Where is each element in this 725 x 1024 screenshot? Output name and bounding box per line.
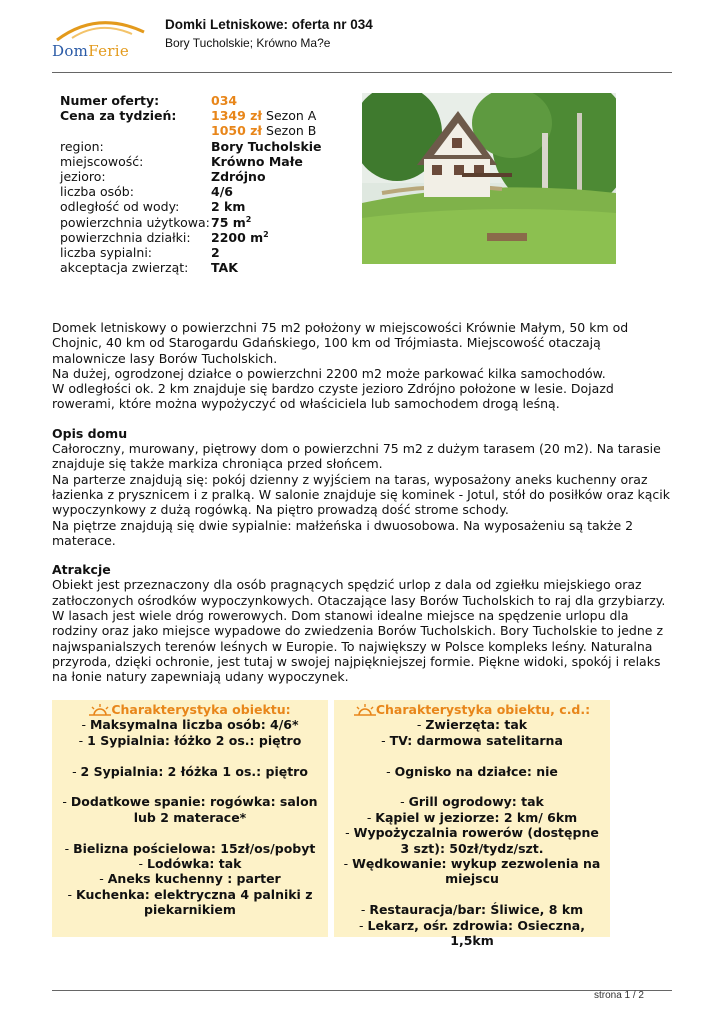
spec-row <box>60 245 322 260</box>
sun-icon <box>354 703 376 717</box>
feature-item: - Lodówka: tak <box>138 856 242 872</box>
spec-value: 2200 $m^2$ <box>211 229 269 245</box>
feature-item: - Ognisko na działce: nie <box>386 763 558 779</box>
feature-item: - Zwierzęta: tak <box>416 717 528 733</box>
spec-value: 75 $m^2$ <box>211 214 252 230</box>
feature-item: - TV: darmowa satelitarna <box>381 732 563 748</box>
price-season-a: 1349 zł <box>211 108 263 124</box>
spec-label: region: <box>60 138 104 154</box>
season-a-label: Sezon A <box>266 108 317 124</box>
feature-item: - Lekarz, ośr. zdrowia: Osieczna, 1,5km <box>359 917 585 949</box>
header <box>52 10 672 74</box>
domferie-logo[interactable] <box>52 14 152 70</box>
spec-value: Zdrójno <box>211 169 266 185</box>
feature-item: - Wędkowanie: wykup zezwolenia na miejscu <box>343 856 601 887</box>
paragraph: Na dużej, ogrodzonej działce o powierzchni 2200 m2 może parkować kilka samochodów. <box>52 365 606 381</box>
spec-row <box>60 169 322 184</box>
spec-label: jezioro: <box>60 169 106 185</box>
offer-specs <box>60 93 322 275</box>
price-row-a <box>60 108 322 123</box>
spec-label: akceptacja zwierząt: <box>60 260 189 276</box>
paragraph: Na parterze znajdują się: pokój dzienny z wyjściem na taras, wyposażony aneks kuchenny oraz łazienka z prysznicem i z pralką. W salonie znajduje się kominek - Jotul, stół do posiłków oraz kącik wypoczynkowy z dużą rogówką. Na piętro prowadzą dość strome schody. <box>52 471 671 518</box>
opis-heading: Opis domu <box>52 425 128 441</box>
page-subtitle: Bory Tucholskie; Krówno Ma?e <box>165 36 331 50</box>
logo-text: DomFerie <box>52 42 129 60</box>
feature-item: - Restauracja/bar: Śliwice, 8 km <box>360 902 584 918</box>
feature-item: - Kąpiel w jeziorze: 2 km/ 6km <box>366 809 578 825</box>
footer-divider <box>52 990 672 991</box>
spec-label: powierzchnia użytkowa: <box>60 214 210 230</box>
price-season-b: 1050 zł <box>211 123 263 139</box>
spec-label: odległość od wody: <box>60 199 180 215</box>
description <box>52 320 672 685</box>
feature-item: - Grill ogrodowy: tak <box>400 794 544 810</box>
spec-row <box>60 139 322 154</box>
house-photo <box>362 93 616 264</box>
roof-logo-icon <box>52 14 152 44</box>
panel-title: Charakterystyka obiektu: <box>52 702 328 717</box>
spec-value: 4/6 <box>211 184 233 200</box>
spec-value: Krówno Małe <box>211 153 303 169</box>
page-number: strona 1 / 2 <box>593 990 644 1001</box>
spec-value: 2 km <box>211 199 246 215</box>
spec-row <box>60 230 322 245</box>
sun-icon <box>89 703 111 717</box>
spec-row <box>60 184 322 199</box>
feature-item: - Maksymalna liczba osób: 4/6* <box>81 717 299 733</box>
atrakcje-text: Obiekt jest przeznaczony dla osób pragnących spędzić urlop z dala od zgiełku miejskiego oraz zatłoczonych ośrodków wypoczynkowych. Otaczające lasy Borów Tucholskich to raj dla grzybiarzy. W lasach jest wiele dróg rowerowych. Dom stanowi idealne miejsce na spędzenie urlopu dla rodziny oraz jako miejsce wypadowe do zwiedzenia Borów Tucholskich. Bory Tucholskie to jedne z najwspanialszych terenów leśnych w Europie. To największy w Polsce kompleks leśny. Naturalna przyroda, dzięki ochronie, jest tutaj w swojej najpiękniejszej formie. Piękne widoki, spokój i relaks na łonie natury zapewniają udany wypoczynek. <box>52 577 666 685</box>
offer-number-row <box>60 93 322 108</box>
offer-number-label: Numer oferty: <box>60 93 160 108</box>
feature-item: - Aneks kuchenny : parter <box>99 871 281 887</box>
season-b-label: Sezon B <box>266 123 317 139</box>
spec-label: miejscowość: <box>60 153 144 169</box>
features-panel-right <box>334 700 610 949</box>
paragraph: Na piętrze znajdują się dwie sypialnie: małżeńska i dwuosobowa. Na wyposażeniu są także 2 materace. <box>52 517 634 548</box>
feature-item: - 1 Sypialnia: łóżko 2 os.: piętro <box>78 732 302 748</box>
spec-row <box>60 154 322 169</box>
spec-label: powierzchnia działki: <box>60 229 191 245</box>
spec-value: TAK <box>211 260 238 276</box>
page-title: Domki Letniskowe: oferta nr 034 <box>165 17 373 32</box>
features-panel-left <box>52 700 328 937</box>
spec-label: liczba osób: <box>60 184 134 200</box>
feature-item: - Bielizna pościelowa: 15zł/os/pobyt <box>64 840 316 856</box>
feature-item: - 2 Sypialnia: 2 łóżka 1 os.: piętro <box>72 763 308 779</box>
spec-row <box>60 215 322 230</box>
spec-value: 2 <box>211 245 220 261</box>
feature-item: - Kuchenka: elektryczna 4 palniki z piekarnikiem <box>67 886 313 918</box>
header-divider <box>52 72 672 73</box>
spec-value: Bory Tucholskie <box>211 138 322 154</box>
paragraph: Całoroczny, murowany, piętrowy dom o powierzchni 75 m2 z dużym tarasem (20 m2). Na tarasie znajduje się także markiza chroniąca przed słońcem. <box>52 441 661 472</box>
atrakcje-heading: Atrakcje <box>52 562 111 578</box>
spec-label: liczba sypialni: <box>60 245 153 261</box>
paragraph: Domek letniskowy o powierzchni 75 m2 położony w miejscowości Krównie Małym, 50 km od Chojnic, 40 km od Starogardu Gdańskiego, 100 km od Trójmiasta. Miejscowość otaczają malownicze lasy Borów Tucholskich. <box>52 320 629 366</box>
feature-item: - Dodatkowe spanie: rogówka: salon lub 2 materace* <box>62 794 318 825</box>
panel-title: Charakterystyka obiektu, c.d.: <box>334 702 610 717</box>
spec-row <box>60 199 322 214</box>
price-label: Cena za tydzień: <box>60 108 177 124</box>
price-row-b <box>60 123 322 138</box>
feature-item: - Wypożyczalnia rowerów (dostępne 3 szt): 50zł/tydz/szt. <box>345 825 599 856</box>
paragraph: W odległości ok. 2 km znajduje się bardzo czyste jezioro Zdrójno położone w lesie. Dojazd rowerami, które można wypożyczyć od właściciela lub samochodem drogą leśną. <box>52 381 614 412</box>
spec-row <box>60 260 322 275</box>
offer-number-value: 034 <box>211 93 238 108</box>
